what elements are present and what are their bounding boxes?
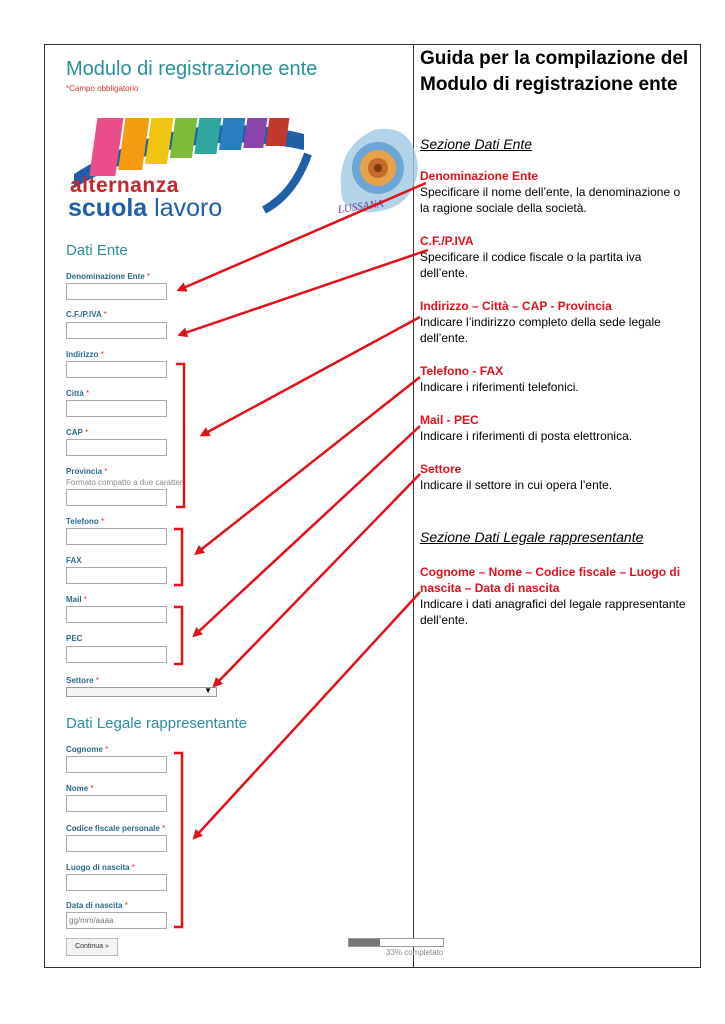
label-cap: CAP * bbox=[66, 428, 89, 437]
input-cognome[interactable] bbox=[66, 756, 167, 773]
guide-desc-denominazione: Specificare il nome dell’ente, la denominazione o la ragione sociale della società. bbox=[420, 185, 681, 215]
label-indirizzo: Indirizzo * bbox=[66, 350, 104, 359]
label-data-nascita: Data di nascita * bbox=[66, 901, 128, 910]
guide-desc-indirizzo: Indicare l’indirizzo completo della sede legale dell’ente. bbox=[420, 315, 661, 345]
guide-desc-mail-pec: Indicare i riferimenti di posta elettronica. bbox=[420, 429, 633, 443]
guide-desc-cf-piva: Specificare il codice fiscale o la partita iva dell’ente. bbox=[420, 250, 642, 280]
guide-desc-anagrafica: Indicare i dati anagrafici del legale rappresentante dell’ente. bbox=[420, 597, 686, 627]
guide-desc-settore: Indicare il settore in cui opera l’ente. bbox=[420, 478, 613, 492]
progress-bar bbox=[348, 938, 444, 947]
label-settore: Settore * bbox=[66, 676, 99, 685]
guide-head-settore: Settore bbox=[420, 462, 462, 476]
progress-text: 33% completato bbox=[386, 948, 444, 957]
logo-text-scuola-lavoro: scuola lavoro bbox=[68, 194, 223, 222]
dropdown-arrow-icon: ▼ bbox=[204, 686, 212, 695]
section-title-dati-ente: Dati Ente bbox=[66, 242, 128, 259]
label-mail: Mail * bbox=[66, 595, 87, 604]
label-provincia: Provincia * bbox=[66, 467, 108, 476]
guide-head-telefono-fax: Telefono - FAX bbox=[420, 364, 504, 378]
input-data-nascita[interactable] bbox=[66, 912, 167, 929]
hint-provincia: Formato compatto a due caratteri bbox=[66, 478, 185, 487]
input-indirizzo[interactable] bbox=[66, 361, 167, 378]
section-title-dati-legale: Dati Legale rappresentante bbox=[66, 715, 247, 732]
required-note: *Campo obbligatorio bbox=[66, 84, 139, 93]
input-luogo-nascita[interactable] bbox=[66, 874, 167, 891]
label-cognome: Cognome * bbox=[66, 745, 109, 754]
input-nome[interactable] bbox=[66, 795, 167, 812]
guide-head-anagrafica: Cognome – Nome – Codice fiscale – Luogo di nascita – Data di nascita bbox=[420, 565, 681, 595]
input-codice-fiscale[interactable] bbox=[66, 835, 167, 852]
logo-text-alternanza: alternanza bbox=[70, 174, 179, 197]
school-shell-logo bbox=[334, 118, 420, 218]
input-mail[interactable] bbox=[66, 606, 167, 623]
input-pec[interactable] bbox=[66, 646, 167, 663]
continue-button[interactable]: Continua » bbox=[66, 938, 118, 956]
input-denominazione[interactable] bbox=[66, 283, 167, 300]
label-pec: PEC bbox=[66, 634, 83, 643]
guide-section-dati-ente: Sezione Dati Ente bbox=[420, 136, 533, 152]
label-cf-piva: C.F./P.IVA * bbox=[66, 310, 107, 319]
guide-head-mail-pec: Mail - PEC bbox=[420, 413, 479, 427]
label-telefono: Telefono * bbox=[66, 517, 105, 526]
label-luogo-nascita: Luogo di nascita * bbox=[66, 863, 135, 872]
input-cf-piva[interactable] bbox=[66, 322, 167, 339]
label-codice-fiscale: Codice fiscale personale * bbox=[66, 824, 166, 833]
guide-title: Guida per la compilazione del Modulo di registrazione ente bbox=[420, 48, 689, 95]
label-nome: Nome * bbox=[66, 784, 94, 793]
input-telefono[interactable] bbox=[66, 528, 167, 545]
input-provincia[interactable] bbox=[66, 489, 167, 506]
input-citta[interactable] bbox=[66, 400, 167, 417]
guide-desc-telefono-fax: Indicare i riferimenti telefonici. bbox=[420, 380, 579, 394]
svg-text:LUSSANA: LUSSANA bbox=[337, 197, 385, 216]
guide-head-denominazione: Denominazione Ente bbox=[420, 169, 539, 183]
guide-head-cf-piva: C.F./P.IVA bbox=[420, 234, 474, 248]
progress-fill bbox=[349, 939, 380, 946]
select-settore[interactable] bbox=[66, 687, 217, 697]
label-citta: Città * bbox=[66, 389, 90, 398]
label-fax: FAX bbox=[66, 556, 82, 565]
form-title: Modulo di registrazione ente bbox=[66, 58, 318, 80]
input-fax[interactable] bbox=[66, 567, 167, 584]
input-cap[interactable] bbox=[66, 439, 167, 456]
guide-head-indirizzo: Indirizzo – Città – CAP - Provincia bbox=[420, 299, 612, 313]
guide-section-dati-legale: Sezione Dati Legale rappresentante bbox=[420, 529, 644, 545]
label-denominazione: Denominazione Ente * bbox=[66, 272, 151, 281]
